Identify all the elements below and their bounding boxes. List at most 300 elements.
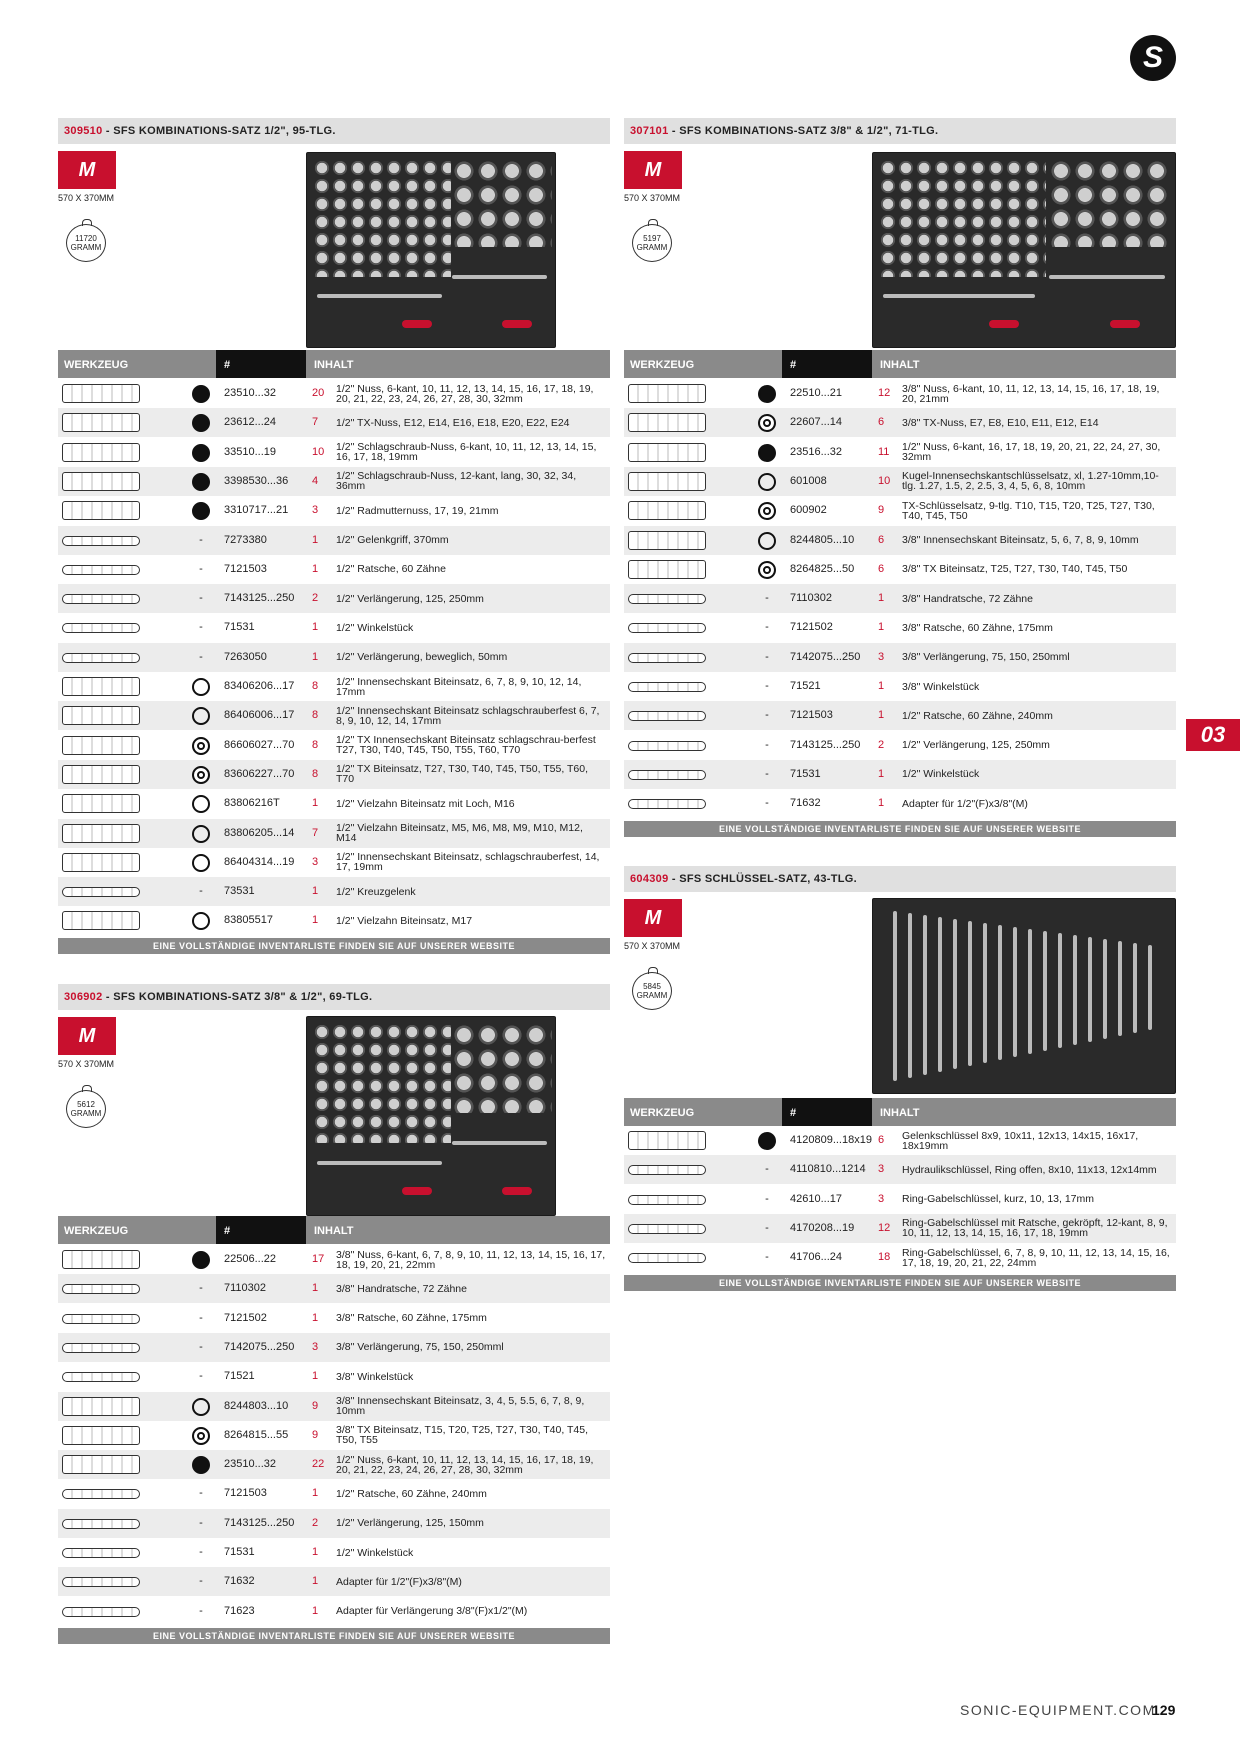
- quantity: 20: [312, 387, 325, 399]
- section-title: [624, 866, 1176, 892]
- size-badge: M: [624, 899, 682, 937]
- table-row: [58, 701, 610, 730]
- contents-description: 3/8" Ratsche, 60 Zähne, 175mm: [336, 1312, 487, 1325]
- table-row: [58, 1509, 610, 1538]
- tool-image-icon: [628, 741, 706, 751]
- inventory-note[interactable]: EINE VOLLSTÄNDIGE INVENTARLISTE FINDEN SIE AUF UNSERER WEBSITE: [58, 938, 610, 954]
- part-number[interactable]: 23516...32: [790, 445, 842, 458]
- product-photo: [306, 152, 556, 348]
- brand-logo: S: [1130, 35, 1176, 81]
- hex-drive-icon: [192, 444, 210, 462]
- contents-description: TX-Schlüsselsatz, 9-tlg. T10, T15, T20, T25, T27, T30, T40, T45, T50: [902, 499, 1155, 522]
- table-row: [58, 672, 610, 701]
- part-number[interactable]: 86406006...17: [224, 709, 295, 722]
- wrench-icon: [908, 913, 912, 1078]
- part-number[interactable]: 3398530...36: [224, 474, 289, 487]
- quantity: 1: [312, 885, 319, 898]
- quantity: 7: [312, 826, 319, 839]
- contents-description: 1/2" Winkelstück: [336, 1546, 414, 1559]
- contents-description: 3/8" TX Biteinsatz, T25, T27, T30, T40, T45, T50: [902, 563, 1128, 576]
- part-number[interactable]: 23612...24: [224, 416, 276, 429]
- table-row: [58, 1362, 610, 1391]
- wrench-icon: [1118, 941, 1122, 1036]
- contents-description: 3/8" Winkelstück: [336, 1370, 414, 1383]
- quantity: 3: [878, 650, 885, 663]
- quantity: 1: [878, 680, 885, 692]
- table-header: [624, 1098, 1176, 1126]
- no-drive-symbol: -: [765, 767, 769, 780]
- part-number[interactable]: 4120809...18x19: [790, 1134, 872, 1146]
- part-number[interactable]: 7143125...250: [224, 1516, 295, 1529]
- no-drive-symbol: -: [765, 1163, 769, 1176]
- part-number[interactable]: 22506...22: [224, 1253, 276, 1265]
- part-number[interactable]: 7121503: [224, 562, 267, 575]
- contents-description: 1/2" Ratsche, 60 Zähne, 240mm: [336, 1487, 487, 1500]
- quantity: 9: [878, 504, 885, 517]
- tool-image-icon: [62, 706, 140, 725]
- table-row: [58, 643, 610, 672]
- table-row: [58, 1450, 610, 1479]
- contents-description: 3/8" Innensechskant Biteinsatz, 3, 4, 5, 5.5, 6, 7, 8, 9, 10mm: [336, 1395, 585, 1417]
- quantity: 2: [878, 738, 885, 751]
- contents-description: 1/2" Nuss, 6-kant, 10, 11, 12, 13, 14, 15, 16, 17, 18, 19, 20, 21, 22, 23, 24, 26, 27, 28, 30, 32mm: [336, 1453, 594, 1476]
- tool-image-icon: [62, 536, 140, 546]
- quantity: 3: [878, 1163, 885, 1176]
- wrench-icon: [1028, 929, 1032, 1054]
- ring-drive-icon: [192, 912, 210, 930]
- tool-image-icon: [62, 677, 140, 696]
- torx-drive-icon: [758, 414, 776, 432]
- quantity: 3: [312, 1340, 319, 1353]
- contents-description: 1/2" Nuss, 6-kant, 16, 17, 18, 19, 20, 21, 22, 24, 27, 30, 32mm: [902, 441, 1161, 464]
- quantity: 6: [878, 416, 885, 429]
- drawer-dimensions: 570 X 370MM: [624, 941, 681, 951]
- part-number[interactable]: 601008: [790, 474, 827, 487]
- table-row: [58, 1392, 610, 1421]
- tool-image-icon: [62, 1519, 140, 1529]
- weight-value: 5197: [643, 234, 661, 243]
- extension-bar-icon: [452, 1141, 547, 1145]
- part-number[interactable]: 73531: [224, 885, 255, 898]
- column-header-tool: WERKZEUG: [624, 1098, 782, 1126]
- quantity: 6: [878, 562, 885, 575]
- table-row: [624, 496, 1176, 525]
- tool-image-icon: [628, 594, 706, 604]
- contents-description: 1/2" Verlängerung, 125, 250mm: [902, 739, 1050, 752]
- weight-tag-icon: [632, 224, 672, 262]
- no-drive-symbol: -: [199, 1604, 203, 1617]
- part-number[interactable]: 7143125...250: [790, 738, 861, 751]
- socket-grid-icon: [452, 159, 552, 247]
- part-number[interactable]: 7110302: [790, 592, 833, 605]
- part-number[interactable]: 83406206...17: [224, 680, 295, 692]
- column-header-tool: WERKZEUG: [58, 350, 216, 378]
- column-header-contents: INHALT: [306, 1216, 610, 1244]
- wrench-icon: [968, 921, 972, 1066]
- part-number[interactable]: 7142075...250: [224, 1340, 295, 1353]
- table-row: [58, 1274, 610, 1303]
- part-number[interactable]: 71632: [790, 797, 821, 810]
- part-number[interactable]: 83606227...70: [224, 767, 295, 780]
- wrench-icon: [893, 911, 897, 1081]
- part-number[interactable]: 22510...21: [790, 387, 842, 399]
- article-code[interactable]: 306902: [64, 991, 103, 1003]
- contents-description: 3/8" TX-Nuss, E7, E8, E10, E11, E12, E14: [902, 416, 1099, 429]
- wrench-icon: [1133, 943, 1137, 1033]
- tool-image-icon: [628, 682, 706, 692]
- part-number[interactable]: 71531: [224, 1546, 255, 1558]
- part-number[interactable]: 83805517: [224, 914, 273, 927]
- part-number[interactable]: 71531: [790, 767, 821, 780]
- chapter-tab[interactable]: 03: [1186, 719, 1240, 751]
- no-drive-symbol: -: [765, 738, 769, 751]
- article-code[interactable]: 307101: [630, 125, 669, 137]
- quantity: 1: [312, 1282, 319, 1295]
- no-drive-symbol: -: [199, 1546, 203, 1558]
- ring-drive-icon: [192, 795, 210, 813]
- tool-image-icon: [628, 560, 706, 579]
- tool-image-icon: [628, 799, 706, 809]
- part-number[interactable]: 23510...32: [224, 1458, 276, 1471]
- tool-image-icon: [62, 443, 140, 462]
- part-number[interactable]: 71632: [224, 1575, 255, 1588]
- quantity: 1: [312, 650, 319, 663]
- part-number[interactable]: 8244803...10: [224, 1399, 289, 1412]
- tool-image-icon: [628, 384, 706, 403]
- no-drive-symbol: -: [765, 797, 769, 810]
- hex-drive-icon: [758, 1132, 776, 1150]
- weight-tag-icon: [66, 1090, 106, 1128]
- table-row: [58, 1333, 610, 1362]
- contents-description: 1/2" Verlängerung, 125, 150mm: [336, 1517, 484, 1530]
- tool-image-icon: [628, 770, 706, 780]
- socket-grid-icon: [313, 1023, 451, 1143]
- extension-bar-icon: [317, 1161, 442, 1165]
- table-row: [58, 379, 610, 408]
- wrench-icon: [983, 923, 987, 1063]
- contents-description: 3/8" Nuss, 6-kant, 10, 11, 12, 13, 14, 15, 16, 17, 18, 19, 20, 21mm: [902, 382, 1160, 405]
- no-drive-symbol: -: [199, 592, 203, 605]
- tool-image-icon: [62, 1284, 140, 1294]
- ring-drive-icon: [758, 473, 776, 491]
- no-drive-symbol: -: [199, 1340, 203, 1353]
- quantity: 1: [312, 1311, 319, 1324]
- part-number[interactable]: 8264815...55: [224, 1428, 289, 1441]
- part-number[interactable]: 4170208...19: [790, 1221, 855, 1234]
- quantity: 1: [312, 797, 319, 810]
- wrench-icon: [938, 917, 942, 1072]
- table-row: [58, 467, 610, 496]
- quantity: 1: [878, 767, 885, 780]
- quantity: 9: [312, 1399, 319, 1412]
- part-number[interactable]: 86606027...70: [224, 738, 295, 751]
- tool-image-icon: [62, 1372, 140, 1382]
- tool-image-icon: [62, 501, 140, 520]
- contents-description: 1/2" Schlagschraub-Nuss, 12-kant, lang, 30, 32, 34, 36mm: [336, 470, 577, 493]
- product-photo: [872, 898, 1176, 1094]
- column-header-contents: INHALT: [872, 350, 1176, 378]
- weight-unit: GRAMM: [636, 243, 668, 252]
- set-title: - SFS KOMBINATIONS-SATZ 3/8" & 1/2", 71-TLG.: [668, 125, 939, 137]
- tool-image-icon: [628, 711, 706, 721]
- tool-image-icon: [62, 887, 140, 897]
- part-number[interactable]: 7121503: [224, 1487, 267, 1500]
- part-number[interactable]: 7110302: [224, 1282, 267, 1295]
- no-drive-symbol: -: [199, 1487, 203, 1500]
- weight-value: 11720: [75, 234, 97, 243]
- contents-description: 1/2" TX Innensechskant Biteinsatz schlagschrau-berfest T27, T30, T40, T45, T50, T55, T60, T70: [336, 734, 596, 757]
- column-header-tool: WERKZEUG: [624, 350, 782, 378]
- contents-description: 1/2" Verlängerung, 125, 250mm: [336, 592, 484, 605]
- tool-image-icon: [62, 384, 140, 403]
- ratchet-handle-icon: [502, 1187, 532, 1195]
- table-row: [624, 379, 1176, 408]
- wrench-icon: [1088, 937, 1092, 1042]
- contents-description: Kugel-Innensechskantschlüsselsatz, xl, 1.27-10mm,10-tlg. 1.27, 1.5, 2, 2.5, 3, 4, 5, 6, 8, 10mm: [902, 470, 1159, 493]
- tool-image-icon: [62, 623, 140, 633]
- part-number[interactable]: 42610...17: [790, 1192, 842, 1205]
- part-number[interactable]: 86404314...19: [224, 855, 295, 868]
- part-number[interactable]: 23510...32: [224, 387, 276, 399]
- part-number[interactable]: 71521: [224, 1370, 255, 1383]
- quantity: 10: [878, 474, 891, 487]
- table-row: [58, 731, 610, 760]
- quantity: 12: [878, 387, 891, 399]
- quantity: 1: [312, 621, 319, 634]
- tool-image-icon: [628, 653, 706, 663]
- column-header-number: #: [782, 350, 872, 378]
- part-number[interactable]: 71521: [790, 680, 821, 692]
- wrench-icon: [1148, 945, 1152, 1030]
- quantity: 8: [312, 767, 319, 780]
- table-row: [624, 672, 1176, 701]
- tool-image-icon: [62, 594, 140, 604]
- wrench-icon: [1043, 931, 1047, 1051]
- contents-description: 1/2" Verlängerung, beweglich, 50mm: [336, 651, 508, 664]
- contents-description: 1/2" Nuss, 6-kant, 10, 11, 12, 13, 14, 15, 16, 17, 18, 19, 20, 21, 22, 23, 24, 26, 27, 28, 30, 32mm: [336, 382, 594, 405]
- no-drive-symbol: -: [765, 680, 769, 692]
- no-drive-symbol: -: [765, 709, 769, 722]
- wrench-icon: [1103, 939, 1107, 1039]
- contents-description: 1/2" Vielzahn Biteinsatz mit Loch, M16: [336, 797, 515, 810]
- part-number[interactable]: 83806216T: [224, 797, 280, 810]
- column-header-number: #: [216, 350, 306, 378]
- quantity: 4: [312, 474, 319, 487]
- socket-grid-icon: [1049, 159, 1171, 247]
- tool-image-icon: [62, 653, 140, 663]
- contents-description: 3/8" Innensechskant Biteinsatz, 5, 6, 7, 8, 9, 10mm: [902, 534, 1139, 546]
- contents-description: 3/8" Nuss, 6-kant, 6, 7, 8, 9, 10, 11, 12, 13, 14, 15, 16, 17, 18, 19, 20, 21, 22mm: [336, 1248, 606, 1271]
- no-drive-symbol: -: [199, 1311, 203, 1324]
- tool-image-icon: [62, 794, 140, 813]
- tool-image-icon: [628, 1224, 706, 1234]
- set-title: - SFS KOMBINATIONS-SATZ 3/8" & 1/2", 69-TLG.: [102, 991, 373, 1003]
- part-number[interactable]: 41706...24: [790, 1251, 842, 1264]
- inventory-note[interactable]: EINE VOLLSTÄNDIGE INVENTARLISTE FINDEN SIE AUF UNSERER WEBSITE: [624, 1275, 1176, 1291]
- table-row: [624, 526, 1176, 555]
- quantity: 6: [878, 533, 885, 546]
- ratchet-handle-icon: [502, 320, 532, 328]
- table-header: [58, 350, 610, 378]
- no-drive-symbol: -: [765, 650, 769, 663]
- part-number[interactable]: 4110810...1214: [790, 1163, 866, 1176]
- ratchet-handle-icon: [1110, 320, 1140, 328]
- no-drive-symbol: -: [765, 1192, 769, 1205]
- table-row: [624, 408, 1176, 437]
- weight-unit: GRAMM: [70, 243, 102, 252]
- article-code[interactable]: 309510: [64, 125, 103, 137]
- contents-description: 1/2" Innensechskant Biteinsatz, 6, 7, 8, 9, 10, 12, 14, 17mm: [336, 675, 582, 698]
- tool-image-icon: [628, 443, 706, 462]
- column-header-number: #: [782, 1098, 872, 1126]
- quantity: 9: [312, 1428, 319, 1441]
- quantity: 1: [312, 1604, 319, 1617]
- contents-description: Gelenkschlüssel 8x9, 10x11, 12x13, 14x15, 16x17, 18x19mm: [902, 1129, 1139, 1152]
- weight-unit: GRAMM: [70, 1109, 102, 1118]
- quantity: 1: [312, 914, 319, 927]
- tool-image-icon: [62, 765, 140, 784]
- socket-grid-icon: [879, 159, 1046, 277]
- quantity: 11: [878, 445, 890, 458]
- contents-description: 1/2" TX Biteinsatz, T27, T30, T40, T45, T50, T55, T60, T70: [336, 763, 588, 786]
- torx-drive-icon: [192, 737, 210, 755]
- table-row: [58, 408, 610, 437]
- ring-drive-icon: [192, 707, 210, 725]
- hex-drive-icon: [758, 385, 776, 403]
- table-row: [58, 1245, 610, 1274]
- part-number[interactable]: 7263050: [224, 650, 267, 663]
- tool-image-icon: [62, 1548, 140, 1558]
- inventory-note[interactable]: EINE VOLLSTÄNDIGE INVENTARLISTE FINDEN SIE AUF UNSERER WEBSITE: [624, 821, 1176, 837]
- table-row: [58, 1597, 610, 1626]
- table-row: [58, 789, 610, 818]
- quantity: 1: [878, 621, 885, 634]
- contents-description: 1/2" TX-Nuss, E12, E14, E16, E18, E20, E22, E24: [336, 416, 570, 429]
- no-drive-symbol: -: [199, 621, 203, 634]
- table-header: [58, 1216, 610, 1244]
- part-number[interactable]: 71623: [224, 1604, 255, 1617]
- tool-image-icon: [62, 472, 140, 491]
- no-drive-symbol: -: [199, 1370, 203, 1383]
- tool-image-icon: [628, 1131, 706, 1150]
- table-row: [58, 848, 610, 877]
- tool-image-icon: [628, 472, 706, 491]
- contents-description: 1/2" Kreuzgelenk: [336, 885, 416, 898]
- ratchet-handle-icon: [402, 1187, 432, 1195]
- article-code[interactable]: 604309: [630, 873, 669, 885]
- part-number[interactable]: 7142075...250: [790, 650, 861, 663]
- quantity: 1: [312, 1370, 319, 1383]
- contents-description: 1/2" Radmutternuss, 17, 19, 21mm: [336, 504, 499, 517]
- table-row: [58, 877, 610, 906]
- no-drive-symbol: -: [765, 592, 769, 605]
- contents-description: 3/8" Verlängerung, 75, 150, 250mml: [902, 651, 1070, 664]
- part-number[interactable]: 7143125...250: [224, 592, 295, 605]
- hex-drive-icon: [192, 1456, 210, 1474]
- part-number[interactable]: 7273380: [224, 533, 267, 546]
- part-number[interactable]: 22607...14: [790, 416, 842, 429]
- part-number[interactable]: 71531: [224, 621, 255, 634]
- ring-drive-icon: [758, 532, 776, 550]
- table-row: [58, 555, 610, 584]
- quantity: 17: [312, 1253, 325, 1265]
- extension-bar-icon: [452, 275, 547, 279]
- table-row: [58, 1567, 610, 1596]
- tool-image-icon: [62, 911, 140, 930]
- contents-description: Ring-Gabelschlüssel, 6, 7, 8, 9, 10, 11, 12, 13, 14, 15, 16, 17, 18, 19, 20, 21, 22, 24mm: [902, 1246, 1170, 1269]
- website-url[interactable]: SONIC-EQUIPMENT.COM: [960, 1702, 1156, 1718]
- part-number[interactable]: 7121502: [224, 1311, 267, 1324]
- part-number[interactable]: 8264825...50: [790, 562, 855, 575]
- contents-description: Ring-Gabelschlüssel mit Ratsche, gekröpft, 12-kant, 8, 9, 10, 11, 12, 13, 14, 15, 16, 17, 18, 19mm: [902, 1217, 1168, 1240]
- part-number[interactable]: 33510...19: [224, 445, 276, 458]
- part-number[interactable]: 7121502: [790, 621, 833, 634]
- contents-description: 3/8" Handratsche, 72 Zähne: [902, 592, 1033, 605]
- part-number[interactable]: 8244805...10: [790, 533, 855, 546]
- part-number[interactable]: 600902: [790, 504, 827, 517]
- section-title: [624, 118, 1176, 144]
- contents-description: 1/2" Vielzahn Biteinsatz, M17: [336, 914, 473, 927]
- hex-drive-icon: [192, 473, 210, 491]
- product-photo: [306, 1016, 556, 1216]
- table-row: [58, 613, 610, 642]
- column-header-tool: WERKZEUG: [58, 1216, 216, 1244]
- contents-description: Hydraulikschlüssel, Ring offen, 8x10, 11x13, 12x14mm: [902, 1163, 1157, 1176]
- product-photo: [872, 152, 1176, 348]
- contents-description: 3/8" Verlängerung, 75, 150, 250mml: [336, 1341, 504, 1354]
- contents-description: 1/2" Ratsche, 60 Zähne: [336, 563, 446, 576]
- table-row: [58, 584, 610, 613]
- wrench-icon: [1073, 935, 1077, 1045]
- contents-description: 3/8" Handratsche, 72 Zähne: [336, 1282, 467, 1295]
- part-number[interactable]: 83806205...14: [224, 826, 295, 839]
- table-header: [624, 350, 1176, 378]
- table-row: [624, 1155, 1176, 1184]
- quantity: 8: [312, 680, 319, 692]
- part-number[interactable]: 3310717...21: [224, 504, 289, 517]
- quantity: 2: [312, 592, 319, 605]
- table-row: [58, 1421, 610, 1450]
- tool-image-icon: [62, 1343, 140, 1353]
- set-title: - SFS SCHLÜSSEL-SATZ, 43-TLG.: [668, 873, 857, 885]
- tool-image-icon: [62, 1397, 140, 1416]
- no-drive-symbol: -: [765, 1251, 769, 1264]
- table-row: [58, 819, 610, 848]
- socket-grid-icon: [452, 1023, 552, 1113]
- inventory-note[interactable]: EINE VOLLSTÄNDIGE INVENTARLISTE FINDEN SIE AUF UNSERER WEBSITE: [58, 1628, 610, 1644]
- no-drive-symbol: -: [199, 1516, 203, 1529]
- contents-description: 3/8" Ratsche, 60 Zähne, 175mm: [902, 621, 1053, 634]
- extension-bar-icon: [1049, 275, 1165, 279]
- contents-description: 1/2" Ratsche, 60 Zähne, 240mm: [902, 709, 1053, 722]
- table-row: [58, 1479, 610, 1508]
- table-row: [624, 701, 1176, 730]
- part-number[interactable]: 7121503: [790, 709, 833, 722]
- tool-image-icon: [62, 1455, 140, 1474]
- contents-description: Adapter für 1/2"(F)x3/8"(M): [336, 1575, 462, 1588]
- tool-image-icon: [628, 501, 706, 520]
- quantity: 8: [312, 738, 319, 751]
- contents-description: Adapter für 1/2"(F)x3/8"(M): [902, 797, 1028, 810]
- quantity: 1: [878, 709, 885, 722]
- wrench-icon: [998, 925, 1002, 1060]
- quantity: 1: [312, 1546, 319, 1558]
- section-title: [58, 984, 610, 1010]
- tool-image-icon: [628, 1195, 706, 1205]
- tool-image-icon: [628, 1165, 706, 1175]
- quantity: 1: [312, 562, 319, 575]
- tool-image-icon: [62, 413, 140, 432]
